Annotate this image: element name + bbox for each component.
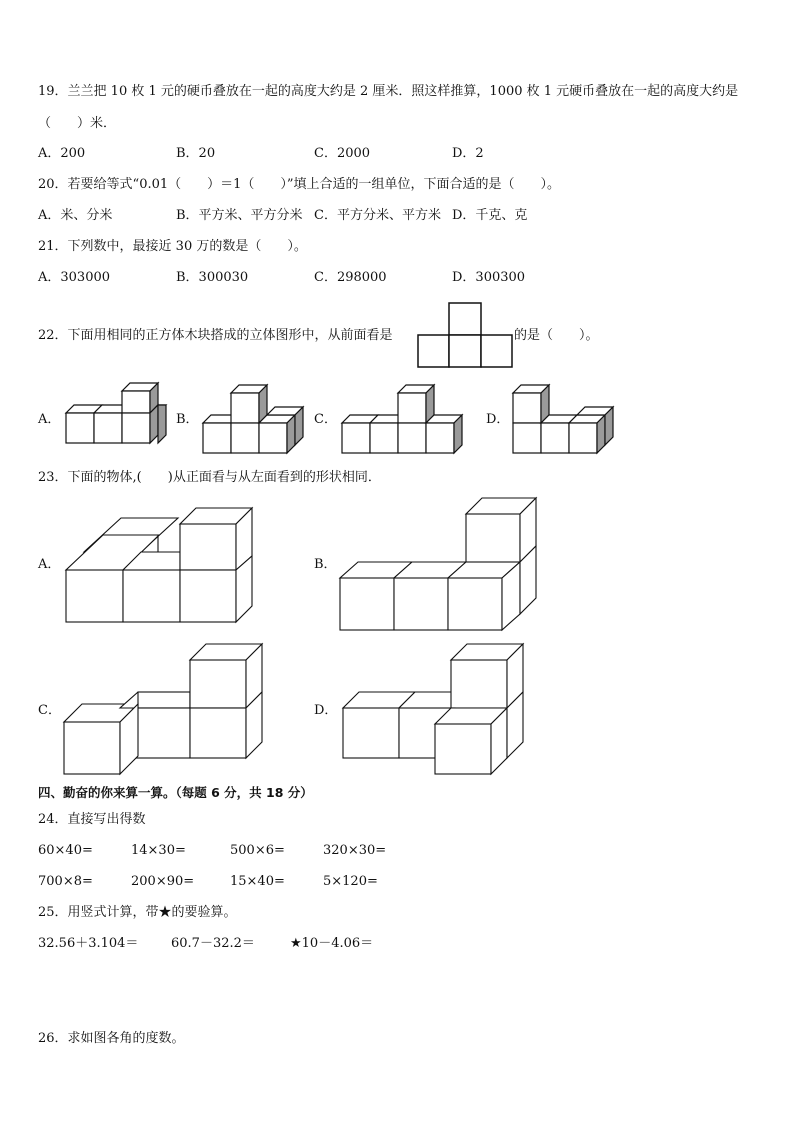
q20-option-a[interactable]: A．米、分米 bbox=[38, 208, 113, 223]
q25-item: 32.56＋3.104＝ bbox=[38, 936, 139, 951]
q22-text-after: 的是（ ）。 bbox=[514, 328, 599, 343]
q22-option-c-figure[interactable] bbox=[342, 381, 472, 455]
q24-item: 60×40= bbox=[38, 843, 93, 858]
q19-line2: （ ）米． bbox=[38, 116, 117, 131]
q22-option-c-label[interactable]: C． bbox=[314, 412, 337, 427]
q23-option-a-figure[interactable] bbox=[66, 508, 256, 624]
q21-text: 21．下列数中，最接近 30 万的数是（ ）。 bbox=[38, 239, 307, 254]
q21-option-a[interactable]: A．303000 bbox=[38, 270, 111, 285]
q21-option-d[interactable]: D．300300 bbox=[452, 270, 526, 285]
q23-option-b-figure[interactable] bbox=[340, 498, 540, 632]
q22-option-b-figure[interactable] bbox=[203, 381, 313, 455]
q19-line1: 19．兰兰把 10 枚 1 元的硬币叠放在一起的高度大约是 2 厘米．照这样推算，1000 枚 1 元硬币叠放在一起的高度大约是 bbox=[38, 84, 739, 99]
q22-front-view-figure bbox=[417, 302, 513, 368]
q19-option-c[interactable]: C．2000 bbox=[314, 146, 371, 161]
q23-option-c-figure[interactable] bbox=[64, 644, 264, 776]
q22-option-d-label[interactable]: D． bbox=[486, 412, 510, 427]
q23-option-c-label[interactable]: C． bbox=[38, 703, 61, 718]
q24-item: 500×6= bbox=[230, 843, 285, 858]
q19-option-b[interactable]: B．20 bbox=[176, 146, 216, 161]
q23-option-d-figure[interactable] bbox=[343, 644, 528, 776]
q23-option-b-label[interactable]: B． bbox=[314, 557, 337, 572]
q25-text: 25．用竖式计算，带★的要验算。 bbox=[38, 905, 237, 920]
q20-option-b[interactable]: B．平方米、平方分米 bbox=[176, 208, 303, 223]
q26-text: 26．求如图各角的度数。 bbox=[38, 1031, 185, 1046]
q22-option-d-figure[interactable] bbox=[513, 381, 623, 455]
q25-item: ★10－4.06＝ bbox=[290, 936, 374, 951]
section-4-title: 四、勤奋的你来算一算。（每题 6 分，共 18 分） bbox=[38, 785, 313, 800]
q23-option-d-label[interactable]: D． bbox=[314, 703, 338, 718]
q20-option-d[interactable]: D．千克、克 bbox=[452, 208, 528, 223]
q23-option-a-label[interactable]: A． bbox=[38, 557, 61, 572]
q19-option-d[interactable]: D．2 bbox=[452, 146, 484, 161]
q24-item: 14×30= bbox=[131, 843, 186, 858]
q22-text-before: 22．下面用相同的正方体木块搭成的立体图形中，从前面看是 bbox=[38, 328, 393, 343]
q20-option-c[interactable]: C．平方分米、平方米 bbox=[314, 208, 441, 223]
q19-option-a[interactable]: A．200 bbox=[38, 146, 86, 161]
q24-item: 200×90= bbox=[131, 874, 195, 889]
q22-option-b-label[interactable]: B． bbox=[176, 412, 199, 427]
q22-option-a-label[interactable]: A． bbox=[38, 412, 61, 427]
q20-text: 20．若要给等式“0.01（ ）＝1（ ）”填上合适的一组单位，下面合适的是（ ）。 bbox=[38, 177, 561, 192]
q24-item: 15×40= bbox=[230, 874, 285, 889]
q21-option-b[interactable]: B．300030 bbox=[176, 270, 249, 285]
q24-item: 320×30= bbox=[323, 843, 387, 858]
q21-option-c[interactable]: C．298000 bbox=[314, 270, 387, 285]
q22-option-a-figure[interactable] bbox=[66, 381, 176, 455]
q24-item: 5×120= bbox=[323, 874, 378, 889]
q23-text: 23．下面的物体,( )从正面看与从左面看到的形状相同． bbox=[38, 470, 381, 485]
q24-text: 24．直接写出得数 bbox=[38, 812, 146, 827]
q24-item: 700×8= bbox=[38, 874, 93, 889]
q25-item: 60.7－32.2＝ bbox=[171, 936, 255, 951]
